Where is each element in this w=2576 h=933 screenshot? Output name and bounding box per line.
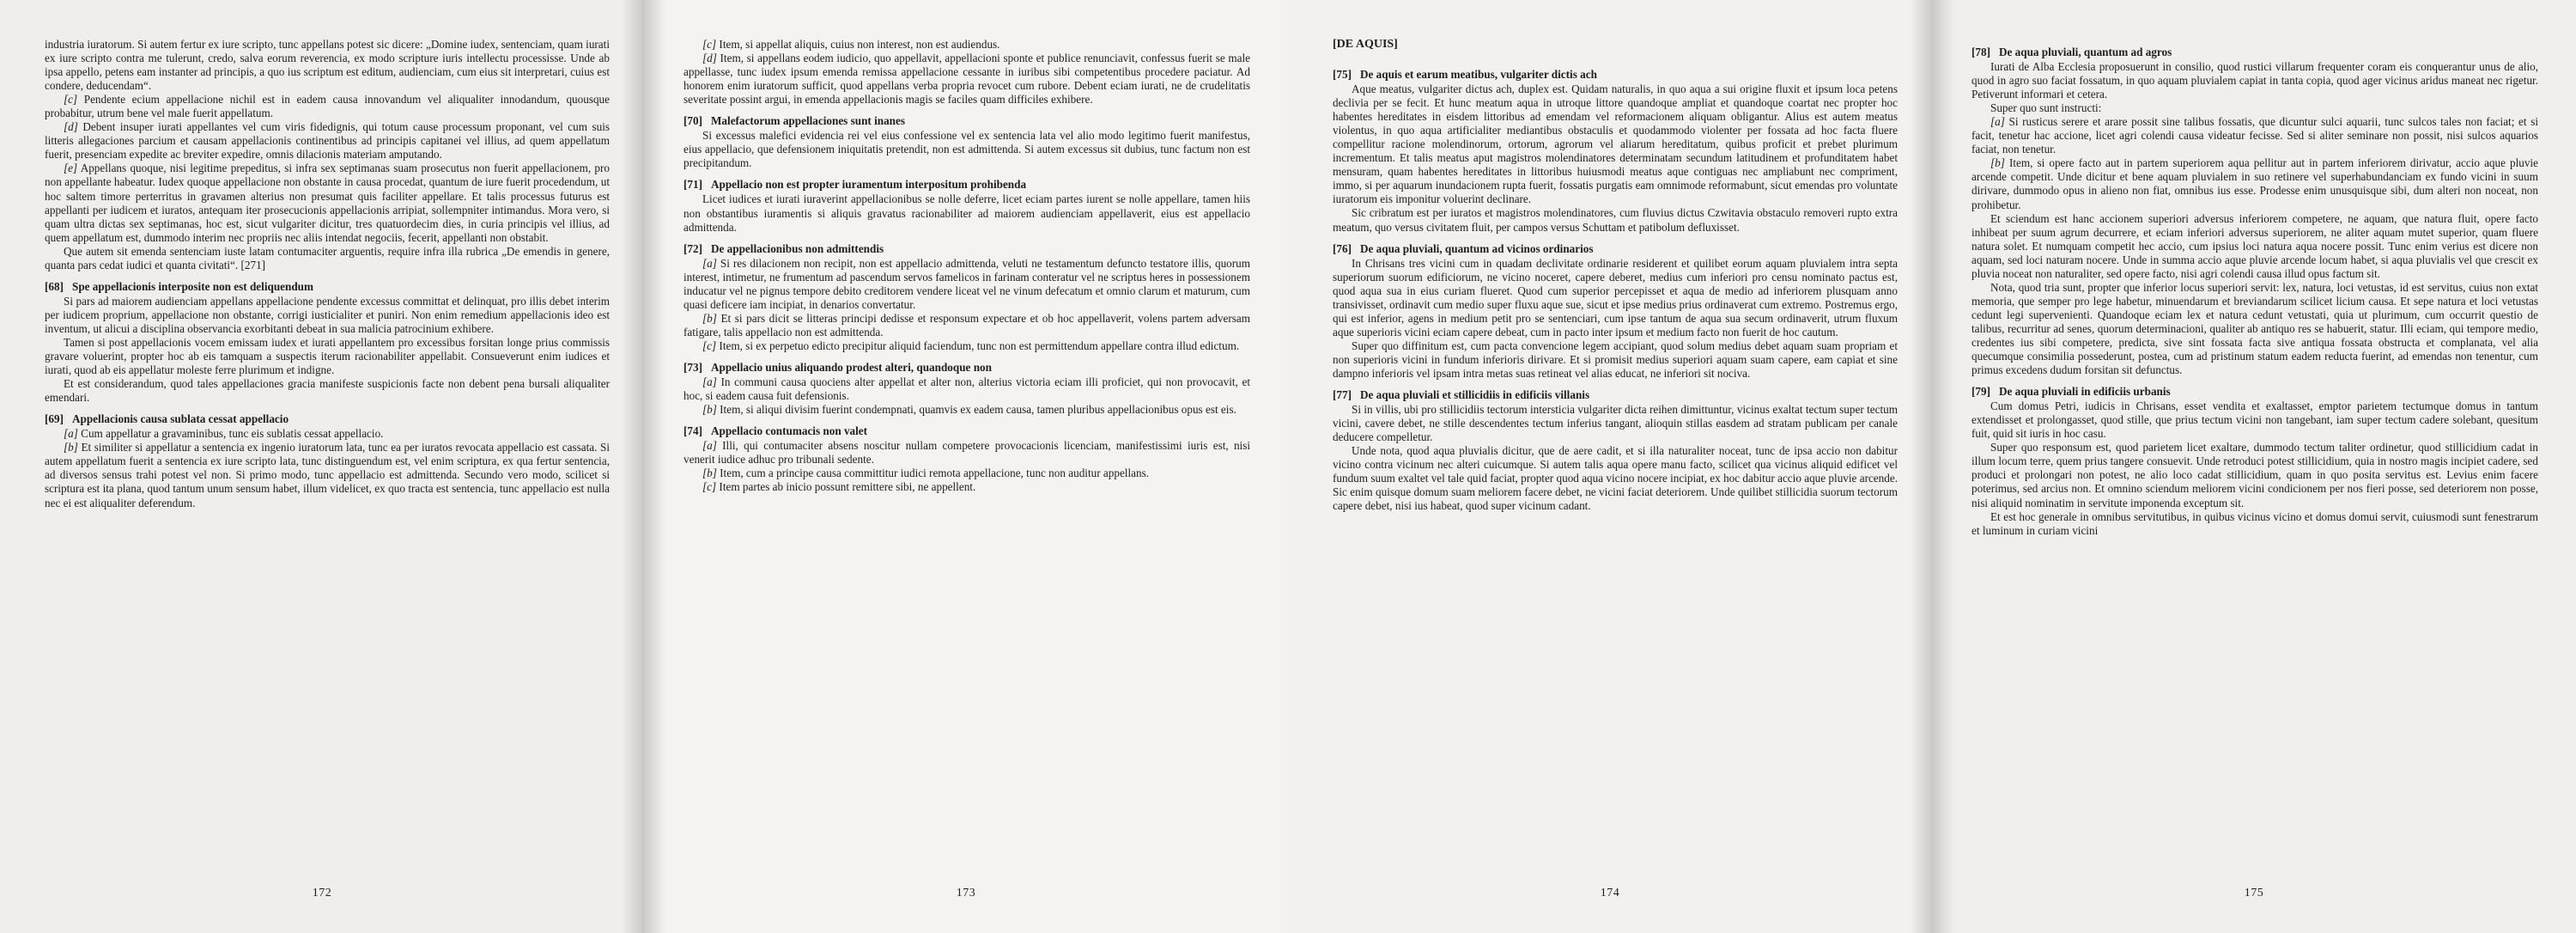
paragraph-text: Item, cum a principe causa committitur iudici remota appellacione, tunc non auditur appellans. xyxy=(720,466,1150,480)
paragraph-text: Sic cribratum est per iuratos et magistros molendinatores, cum fluvius dictus Czwitavia obstaculo removeri rupto extra meatum, quo versus civitatem fluit, per campos versus Schuttam et patibolum defluxisset. xyxy=(1333,206,1898,234)
paragraph-text: Item, si aliqui divisim fuerint condempnati, quamvis ex eadem causa, tamen pluribus appellacionibus opus est eis. xyxy=(720,403,1236,417)
section-title xyxy=(1971,46,2538,59)
paragraph xyxy=(683,339,1250,353)
paragraph-label: [a] xyxy=(702,375,717,389)
paragraph-text: Item, si appellat aliquis, cuius non interest, non est audiendus. xyxy=(719,38,1000,51)
paragraph xyxy=(45,120,610,162)
paragraph-text: Que autem sit emenda sentenciam iuste latam contumaciter arguentis, require infra illa rubrica „De emendis in genere, quanta pars cedat iudici et quanta civitati“. [271] xyxy=(45,244,610,271)
paragraph-text: Super quo sunt instructi: xyxy=(1990,101,2102,115)
paragraph-text: Aque meatus, vulgariter dictus ach, duplex est. Quidam naturalis, in quo aqua a sui origine fluxit et ipsum loca petens declivia per se fecit. Et hunc meatum aqua in utroque littore quandoque ampliat et quandoque coartat nec propter hoc habentes hereditates in eisdem littoribus ad emendam vel reformacionem aliquam obligantur. Alius est autem meatus violentus, in quo aqua artificialiter mediantibus obstaculis et quodammodo violenter per fossata ad hoc facta fluere compellitur racione molendinorum, ortorum, agrorum vel aliarum hereditatum, quibus proficit et prebet plurimum incrementum. Et talis meatus aput magistros molendinatores determinatam secundum latitudinem et profunditatem habet mensuram, quam habentes hereditates in littoribus huiusmodi meatus aque contiguas nec ampliabunt nec compriment, immo, si per aquarum inundacionem rupta fuerit, fossatis purgatis eam omnimode reformabunt, sicut emendas pro voluntate iuratorum eis imponitur voluerint declinare. xyxy=(1333,82,1898,206)
paragraph-text: Debent insuper iurati appellantes vel cum viris fidedignis, qui totum cause processum proponant, vel cum suis litteris allegaciones parcium et causam appellacionis continentibus ad principis capitanei vel illius, ad quem appellatum fuerit, presenciam expedite ac breviter expedire, omnis dilacionis materiam amputando. xyxy=(45,120,610,162)
paragraph-text: Et similiter si appellatur a sentencia ex ingenio iuratorum lata, tunc ea per iuratos revocata appellacio est cassata. Si autem appellatum fuerit a sentencia ex iure scripto lata, tunc distinguendum est, vel enim scriptura, ex qua fertur sentencia, ad diversos sensus trahi potest vel non. Si primo modo, tunc appellacio est admittenda. Secundo vero modo, scilicet si scriptura est ita plana, quod tantum unum sensum habet, illum videlicet, ex quo tracta est sentencia, tunc appellacio est nulla nec ei est aliqualiter deferendum. xyxy=(45,441,610,509)
paragraph-text: In Chrisans tres vicini cum in quadam declivitate ordinarie residerent et quilibet eorum aquam pluvialem intra septa superiorum suorum edificiorum, ne vicino noceret, capere deberet, medius cum inferiori pro censu nominato pactus est, quod aqua sua in eius curiam flueret. Quod cum superior percepisset et aqua de medio ad inferiorem plusquam anno transivisset, ordinavit cum medio super fluxu aque sue, sicut et ipse medius prius ordinaverat cum extremo. Postremus ergo, qui est inferior, agens in medium petit pro se sentenciari, cum ipse tantum de aqua sua secum ordinaverit, utrum fluxum aque superioris vicini eciam capere debeat, cum in pacto inter ipsum et medium facto non fuerit de hoc cautum. xyxy=(1333,256,1898,338)
page-number: 172 xyxy=(312,887,332,899)
paragraph xyxy=(683,129,1250,170)
section-number: [69] xyxy=(45,412,64,426)
paragraph-text: Super quo diffinitum est, cum pacta convencione legem accipiant, quod solum medius debet aquam suam propriam et non superioris vicini in fundum inferioris dirivare. Et si promisit medius superiori aquam suam capere, eam capiat et sine dampno inferioris vel ipsam intra metas suas retineat vel alias educat, ne inferiori sit nociva. xyxy=(1333,338,1898,380)
section-number: [68] xyxy=(45,279,64,293)
paragraph-label: [d] xyxy=(702,52,717,65)
section-title xyxy=(683,424,1250,438)
paragraph xyxy=(45,245,610,272)
section-title xyxy=(683,361,1250,375)
paragraph xyxy=(1971,156,2538,211)
paragraph-text: Et si pars dicit se litteras principi dedisse et responsum expectare et ob hoc appellaverit, volens partem adversam fatigare, talis appellacio non est admittenda. xyxy=(683,311,1250,338)
section-title-text: Appellacio contumacis non valet xyxy=(710,424,868,438)
section-title-text: Appellacionis causa sublata cessat appellacio xyxy=(71,412,289,426)
paragraph xyxy=(1333,257,1898,339)
paragraph-text: Si excessus malefici evidencia rei vel eius confessione vel ex sentencia lata vel alio modo legitimo fuerit manifestus, eius appellacio, que defensionem iniquitatis pretendit, non est admittenda. Si autem excessus sit dubius, tunc factum non est precipitandum. xyxy=(683,129,1250,170)
page-number: 174 xyxy=(1600,887,1620,899)
paragraph xyxy=(683,257,1250,312)
paragraph xyxy=(1333,403,1898,444)
paragraph-text: Item, si ex perpetuo edicto precipitur aliquid faciendum, tunc non est permittendum appellare contra illud edictum. xyxy=(719,338,1240,352)
page-text xyxy=(1971,38,2538,897)
paragraph xyxy=(683,480,1250,494)
paragraph xyxy=(1333,444,1898,513)
paragraph xyxy=(45,427,610,441)
paragraph xyxy=(45,441,610,509)
paragraph-text: Si res dilacionem non recipit, non est appellacio admittenda, veluti ne testamentum defuncto testatore illis, quorum interest, intimetur, ne frumentum ad pascendum servos famelicos in farinam conteratur vel ne scriptus heres in possessionem inducatur vel ne pignus tempore debito creditorem vendere liceat vel ne vinum defecatum et omnio clarum et maturum, cum quasi deficere iam incipiat, in denarios convertatur. xyxy=(683,256,1250,311)
paragraph-text: Unde nota, quod aqua pluvialis dicitur, que de aere cadit, et si illa naturaliter noceat, tunc de ipsa accio non dabitur vicino contra vicinum nec alteri cuicumque. Si autem talis aqua opere manu facto, scilicet qua vicinus aliquid edificet vel fundum suum exaltet vel tale quid faciat, propter quod aqua vicino nocere incipiat, ex hoc dabitur accio aque pluvie arcende. Sic enim quisque domum suam meliorem facere debet, ne vicini faciat deteriorem. Unde quilibet stillicidia suorum tectorum capere debet, nisi ius habeat, quod super vicinum cadant. xyxy=(1333,444,1898,513)
paragraph-text: Super quo responsum est, quod parietem licet exaltare, dummodo tectum taliter ordinetur, quod stillicidium cadat in illum locum terre, quem prius tangere consuevit. Unde retroduci potest stillicidium, quia in nostro magis incipiet cadere, sed produci et prolongari non potest, ne alio loco cadat stillicidium, quam in quo posita servitus est. Levius enim facere poterimus, sed arcius non. Et omnino sciendum meliorem vicini condicionem per nos fieri posse, sed deteriorem non posse, nisi aliquid nominatim in servitute imponenda exceptum sit. xyxy=(1971,441,2538,509)
section-number: [75] xyxy=(1333,68,1352,81)
paragraph xyxy=(45,93,610,120)
section-title-text: De aqua pluviali, quantum ad agros xyxy=(1998,46,2172,58)
paragraph xyxy=(683,38,1250,52)
paragraph-text: Cum appellatur a gravaminibus, tunc eis sublatis cessat appellacio. xyxy=(81,427,384,441)
paragraph xyxy=(1971,441,2538,509)
paragraph xyxy=(683,466,1250,480)
page-number: 175 xyxy=(2244,887,2264,899)
paragraph xyxy=(1971,101,2538,115)
paragraph-label: [b] xyxy=(702,403,717,417)
paragraph xyxy=(1971,510,2538,538)
paragraph-label: [a] xyxy=(64,427,78,441)
section-number: [70] xyxy=(683,114,702,128)
paragraph xyxy=(683,439,1250,466)
paragraph-label: [b] xyxy=(702,466,717,480)
paragraph-label: [c] xyxy=(702,480,717,494)
section-number: [72] xyxy=(683,241,702,255)
section-number: [77] xyxy=(1333,388,1352,402)
section-title-text: De aqua pluviali in edificiis urbanis xyxy=(1998,385,2171,399)
page-175 xyxy=(1932,0,2576,933)
section-title-text: De aqua pluviali, quantum ad vicinos ordinarios xyxy=(1359,241,1594,255)
paragraph-label: [c] xyxy=(702,338,717,352)
section-title xyxy=(1333,388,1898,402)
paragraph xyxy=(1333,339,1898,381)
paragraph xyxy=(1971,399,2538,441)
paragraph-text: Et est hoc generale in omnibus servitutibus, in quibus vicinus vicino et domus domui servit, cuiusmodi sunt fenestrarum et luminum in curiam vicini xyxy=(1971,509,2538,537)
paragraph-label: [a] xyxy=(702,256,717,270)
paragraph xyxy=(1971,115,2538,156)
paragraph xyxy=(683,375,1250,403)
page-text xyxy=(1333,60,1898,919)
paragraph xyxy=(683,403,1250,417)
paragraph-label: [b] xyxy=(702,311,717,325)
paragraph xyxy=(1333,82,1898,206)
section-title xyxy=(683,242,1250,256)
section-title xyxy=(1971,385,2538,399)
paragraph-text: In communi causa quociens alter appellat et alter non, alterius victoria eciam illi proficiet, qui non provocavit, et hoc, si eadem causa fuit defensionis. xyxy=(683,375,1250,403)
section-title-text: De appellacionibus non admittendis xyxy=(710,241,884,255)
paragraph xyxy=(1971,60,2538,101)
paragraph-text: Item, si appellans eodem iudicio, quo appellavit, appellacioni sponte et publice renunciavit, confessus fuerit se male appellasse, tunc iudex ipsum emenda remissa appellacione cessante in iuribus sibi competentibus procedere paciatur. Ad honorem enim iuratorum sufficit, quod appellans verba propria revocet cum rubore. Debent eciam iurati, ne de crudelitatis severitate possint argui, in emenda appellacionis magis se faciles quam difficiles exhibere. xyxy=(683,52,1250,107)
page-text xyxy=(45,38,610,897)
section-title-text: De aqua pluviali et stillicidiis in edificiis villanis xyxy=(1359,388,1590,402)
paragraph xyxy=(1333,206,1898,234)
section-title xyxy=(45,412,610,426)
paragraph-text: Item partes ab inicio possunt remittere sibi, ne appellent. xyxy=(719,480,976,494)
section-title xyxy=(683,114,1250,128)
section-title xyxy=(45,280,610,294)
paragraph-label: [e] xyxy=(64,162,78,175)
paragraph-text: Iurati de Alba Ecclesia proposuerunt in consilio, quod rustici villarum frequenter coram eis conquerantur unus de alio, quod in agro suo faciat fossatum, in quo aquam pluvialem capiat in tanta copia, quod ager vicinus aridus maneat nec rigetur. Petiverunt informari et cetera. xyxy=(1971,60,2538,101)
paragraph-label: [c] xyxy=(702,38,717,51)
section-title xyxy=(1333,242,1898,256)
paragraph-text: Tamen si post appellacionis vocem emissam iudex et iurati appellantem pro excessibus forsitan longe prius commissis gravare voluerint, propter hoc ab eis tamquam a suspectis iterum racionabiliter appellabit. Consueverunt enim iudices et iurati, quod ab eis appellatur moleste ferre plurimum et indigne. xyxy=(45,335,610,377)
paragraph-text: Et sciendum est hanc accionem superiori adversus inferiorem competere, ne aquam, que natura fluit, opere facto inhibeat per suum agrum decurrere, et eciam inferiori adversus superiorem, ne aliter aquam mutet superior, quam fluere natura solet. Et numquam competit hec accio, cum ipsius loci natura aqua nocere possit. Tunc enim verius est dicere non aquam, sed loci naturam nocere. Unde in summa accio aque pluvie arcende locum habet, si aqua pluvialis vel que crescit ex pluvia noceat non naturaliter, sed opere facto, nisi agri colendi causa illud opus factum sit. xyxy=(1971,211,2538,280)
paragraph-label: [d] xyxy=(64,120,78,134)
section-number: [73] xyxy=(683,360,702,374)
paragraph-text: Si pars ad maiorem audienciam appellans appellacione pendente excessus committat et delinquat, pro illis debet interim per iudicem proprium, appellacione non obstante, corrigi iusticialiter et puniri. Non enim remedium appellacionis ideo est inventum, ut alicui a disciplina observancia exorbitanti debeat in sua malicia patrocinium exhibere. xyxy=(45,294,610,335)
paragraph xyxy=(683,312,1250,339)
paragraph-text: Appellans quoque, nisi legitime prepeditus, si infra sex septimanas suam prosecutus non fuerit appellacionem, pro non appellante habeatur. Iudex quoque appellacione non obstante in causa procedat, quantum de iure fuerit procedendum, ut hoc saltem timore perterritus in gravamen alterius non presumat quis faciliter appellare. Et talis processus futurus est appellanti per iudicem et iuratos, antequam iter prosecucionis appellacionis arripiat, sollempniter intimandus. Mora vero, si quam ultra dictas sex septimanas, hoc est, sicut vulgariter dicitur, tres quatuordecim dies, in curia principis vel illius, ad quem appellatum est, dummodo interim nec propriis nec aliis intendat negociis, fecerit, appellanti non obstabit. xyxy=(45,162,610,244)
paragraph xyxy=(45,336,610,377)
paragraph-text: Illi, qui contumaciter absens noscitur nullam competere provocacionis licenciam, manifestissimi iuris est, nisi venerit iudice adhuc pro tribunali sedente. xyxy=(683,439,1250,466)
paragraph-label: [b] xyxy=(1990,156,2005,170)
paragraph xyxy=(45,38,610,93)
section-title-text: De aquis et earum meatibus, vulgariter dictis ach xyxy=(1359,68,1597,81)
section-title xyxy=(683,178,1250,192)
paragraph-text: Et est considerandum, quod tales appellaciones gracia manifeste suspicionis facte non debent pena bursali aliqualiter emendari. xyxy=(45,377,610,405)
paragraph xyxy=(683,192,1250,234)
paragraph-text: Si rusticus serere et arare possit sine talibus fossatis, que dicuntur sulci aquarii, tunc sulcos tales non faciat; et si facit, tenetur hac accione, licet agri colendi causa videatur fecisse. Sed si aliter seminare non possit, nisi sulcos aquarios faciat, non tenetur. xyxy=(1971,115,2538,156)
paragraph-label: [a] xyxy=(1990,115,2005,129)
page-174 xyxy=(1288,0,1932,933)
paragraph-text: Item, si opere facto aut in partem superiorem aqua pellitur aut in partem inferiorem dirivatur, accio aque pluvie arcende competit. Unde dicitur et bene aquam pluvialem in suo retinere vel superhabundanciam ex fundo vicini in suum dirivare, dummodo opus in alieno non fiat, omnibus ius esse. Prodesse enim unusquisque sibi, dum alteri non noceat, non prohibetur. xyxy=(1971,156,2538,211)
paragraph xyxy=(45,162,610,244)
section-number: [74] xyxy=(683,424,702,438)
paragraph xyxy=(1971,281,2538,377)
paragraph-label: [c] xyxy=(64,93,78,107)
section-heading: [DE AQUIS] xyxy=(1333,38,1398,51)
page-number: 173 xyxy=(956,887,976,899)
paragraph-text: Cum domus Petri, iudicis in Chrisans, esset vendita et exaltasset, emptor parietem tectumque domus in tantum extendisset et prolongasset, quod stille, que prius tectum vicini non tangebant, iam super tectum cadere solebant, quesitum fuit, quid sit iuris in hoc casu. xyxy=(1971,399,2538,441)
section-number: [76] xyxy=(1333,241,1352,255)
paragraph-text: Pendente ecium appellacione nichil est in eadem causa innovandum vel aliqualiter innodandum, quousque probabitur, utrum bene vel male fuerit appellatum. xyxy=(45,93,610,120)
page-172 xyxy=(0,0,644,933)
section-title-text: Malefactorum appellaciones sunt inanes xyxy=(710,114,906,128)
paragraph xyxy=(45,377,610,405)
paragraph-text: Nota, quod tria sunt, propter que inferior locus superiori servit: lex, natura, loci vetustas, id est servitus, cuius non extat memoria, que semper pro lege habetur, minuendarum et breviandarum scilicet licium causa. Et sepe natura et loci vetustas cedunt legi supervenienti. Quandoque eciam lex et natura cedunt vetustati, quia ut plurimum, cum occurrit questio de talibus, recurritur ad senes, quorum determinacioni, qualiter ab antiquo res se habuerit, statur. Illi eciam, qui tempore medio, credentes ius sibi competere, predicta, sive sint fossata facta sive antiqua fossata obstructa et complanata, vel alia quecumque consimilia possederunt, postea, cum ad pristinum statum eadem reducta fuerint, ad emendas non tenentur, cum primus excedens dudum forsitan sit defunctus. xyxy=(1971,280,2538,377)
section-number: [78] xyxy=(1971,46,1990,58)
paragraph-text: industria iuratorum. Si autem fertur ex iure scripto, tunc appellans potest sic dicere: „Domine iudex, sentenciam, quam iurati ex iure scripto contra me tulerunt, credo, salva eorum reverencia, ex modo scripture iuris intellectu processisse. Unde ab ipsa appello, petens eam instanter ad principis, a quo ius scriptum est editum, audienciam, cum eius sit interpretari, cuius est condere, deducendam“. xyxy=(45,38,610,93)
section-title-text: Appellacio unius aliquando prodest alteri, quandoque non xyxy=(710,360,992,374)
page-173 xyxy=(644,0,1288,933)
paragraph xyxy=(683,52,1250,107)
section-number: [79] xyxy=(1971,385,1990,399)
section-title-text: Appellacio non est propter iuramentum interpositum prohibenda xyxy=(710,178,1027,192)
section-number: [71] xyxy=(683,178,702,192)
paragraph xyxy=(1971,212,2538,281)
paragraph-label: [b] xyxy=(64,441,78,454)
page-text xyxy=(683,38,1250,897)
paragraph xyxy=(45,295,610,336)
paragraph-label: [a] xyxy=(702,439,717,453)
section-title xyxy=(1333,68,1898,82)
paragraph-text: Si in villis, ubi pro stillicidiis tectorum intersticia vulgariter dicta reihen dimittuntur, vicinus exaltat tectum super tectum vicini, cavere debet, ne stille descendentes tectum inferius tangant, alioquin stillas easdem ad stratam publicam per canale deducere compelletur. xyxy=(1333,403,1898,444)
paragraph-text: Licet iudices et iurati iuraverint appellacionibus se nolle deferre, licet eciam partes iurent se nolle appellare, tamen hiis non obstantibus iuramentis si aliquis gravatus racionabiliter ad maiorem audienciam appellaverit, eius est appellacio admittenda. xyxy=(683,192,1250,234)
section-title-text: Spe appellacionis interposite non est deliquendum xyxy=(71,279,313,293)
